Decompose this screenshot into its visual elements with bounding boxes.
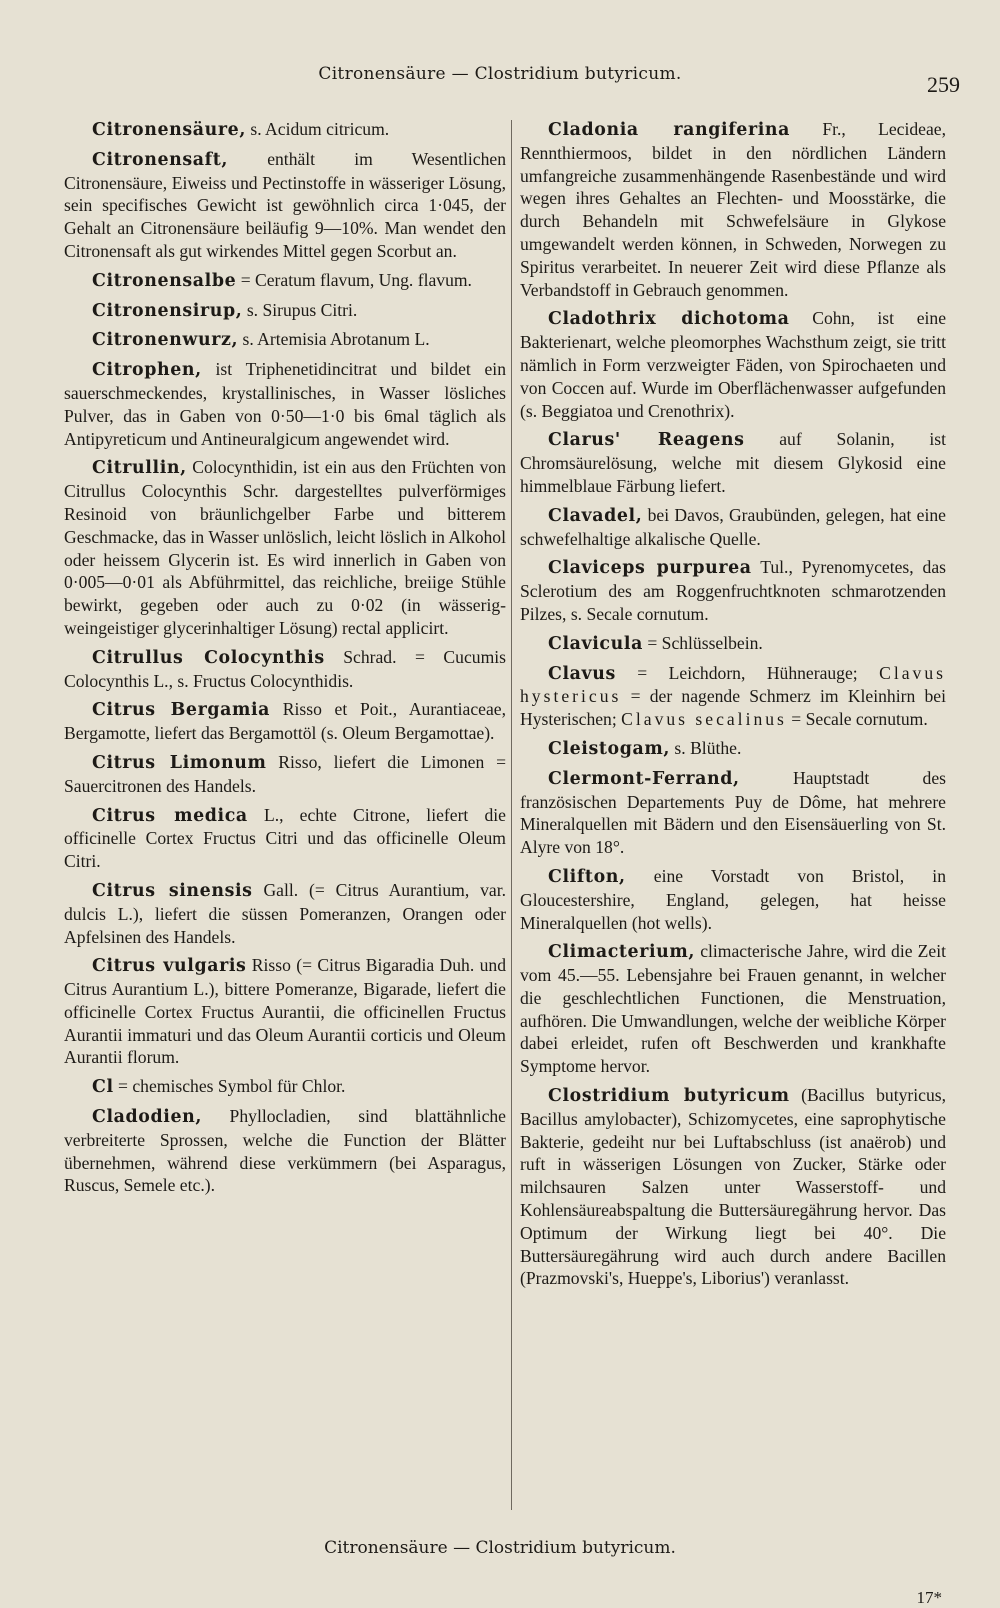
entry [520, 632, 946, 656]
spaced-term: Clavus hystericus [520, 662, 946, 707]
headword: Citrullus Colocynthis [92, 647, 325, 668]
headword: Citronensaft, [92, 149, 229, 170]
entry [520, 504, 946, 551]
column-divider [511, 120, 512, 1510]
entry-text: s. Artemisia Abrotanum L. [238, 329, 430, 350]
headword: Clavadel, [548, 505, 643, 526]
headword: Cladothrix dichotoma [548, 309, 790, 330]
page-number: 259 [927, 72, 960, 97]
headword: Citrus vulgaris [92, 956, 247, 977]
entry [64, 456, 506, 639]
entry-text: Risso et Poit., Aurantiaceae, Bergamotte, liefert das Bergamottöl (s. Oleum Bergamottae). [64, 699, 506, 744]
entry [64, 299, 506, 323]
headword: Citrullin, [92, 458, 187, 479]
entry [64, 328, 506, 352]
entry-text: = Leichdorn, Hühnerauge; [615, 662, 880, 683]
entry-text: Hauptstadt des französischen Departements Puy de Dôme, hat mehrere Mineralquellen mit Bädern und den Eisensäuerling von St. Alyre von 18°. [520, 767, 946, 858]
headword: Clifton, [548, 866, 626, 887]
entry [64, 358, 506, 450]
entry [520, 662, 946, 731]
headword: Clavicula [548, 633, 643, 654]
entry-text: Schrad. = Cucumis Colocynthis L., s. Fructus Colocynthidis. [64, 646, 506, 691]
spaced-term: Clavus secalinus [621, 709, 787, 730]
entry-text: Cohn, ist eine Bakterienart, welche pleomorphes Wachsthum zeigt, sie tritt nämlich in Form verzweigter Fäden, von Spirochaeten und von Coccen auf. Wurde im Oberflächenwasser aufgefunden (s. Beggiatoa und Crenothrix). [520, 308, 946, 421]
headword: Climacterium, [548, 942, 696, 963]
entry-text: = Ceratum flavum, Ung. flavum. [236, 269, 472, 290]
entry-text: s. Blüthe. [670, 737, 742, 758]
entry-text: s. Sirupus Citri. [242, 299, 358, 320]
right-column [520, 118, 946, 1296]
entry [520, 307, 946, 422]
headword: Citrus Limonum [92, 752, 267, 773]
entry-text: Phyllocladien, sind blattähnliche verbreiterte Sprossen, welche die Function der Blätter übernehmen, während diese verkümmern (bei Asparagus, Ruscus, Semele etc.). [64, 1106, 506, 1196]
entry-text: climacterische Jahre, wird die Zeit vom 45.—55. Lebensjahre bei Frauen genannt, in welcher die geschlechtlichen Functionen, die Menstruation, aufhören. Die Umwandlungen, welche der weibliche Körper dabei erleidet, rufen oft Beschwerden und krankhafte Symptome hervor. [520, 941, 946, 1077]
entry [520, 556, 946, 625]
entry [64, 698, 506, 745]
entry [64, 269, 506, 293]
entry-text: Risso (= Citrus Bigaradia Duh. und Citrus Aurantium L.), bittere Pomeranze, Bigarade, liefert die officinelle Cortex Fructus Aurantii, die officinellen Fructus Aurantii immaturi und das Oleum Aurantii corticis und Oleum Aurantii florum. [64, 955, 506, 1068]
left-column [64, 118, 506, 1203]
entry-text: enthält im Wesentlichen Citronensäure, Eiweiss und Pectinstoffe in wässeriger Lösung, sein specifisches Gewicht ist gewöhnlich circa 1·045, der Gehalt an Citronensäure beiläufig 9—10%. Man wendet den Citronensaft als gut wirkendes Mittel gegen Scorbut an. [64, 148, 506, 261]
headword: Cleistogam, [548, 738, 671, 759]
entry-text: (Bacillus butyricus, Bacillus amylobacter), Schizomycetes, eine saprophytische Bakterie, gedeiht nur bei Luftabschluss (ist anaërob) und ruft in wässerigen Lösungen von Zucker, Stärke oder milchsauren Salzen unter Wasserstoff- und Kohlensäureabspaltung die Buttersäuregährung hervor. Das Optimum der Wirkung liegt bei 40°. Die Buttersäuregährung wird auch durch andere Bacillen (Prazmovski's, Hueppe's, Liborius') veranlasst. [520, 1085, 947, 1289]
headword: Citronensäure, [92, 120, 246, 140]
headword: Citronensirup, [92, 300, 243, 321]
entry [64, 954, 506, 1069]
entry-text: s. Acidum citricum. [245, 119, 390, 139]
entry-text: Colocynthidin, ist ein aus den Früchten von Citrullus Colocynthis Schr. dargestelltes pulverförmiges Resinoid von bräunlichgelber Farbe und bitterem Geschmacke, das in Wasser unlöslich, leicht löslich in Alkohol oder heissem Glycerin ist. Es wird innerlich in Gaben von 0·005—0·01 als Abführmittel, das reichliche, breiige Stühle bewirkt, gegeben oder auch zu 0·02 (in wässerig-weingeistiger glycerinhaltiger Lösung) rectal applicirt. [64, 457, 506, 638]
entry-text: Gall. (= Citrus Aurantium, var. dulcis L.), liefert die süssen Pomeranzen, Orangen oder Apfelsinen des Handels. [64, 879, 506, 947]
running-head: Citronensäure — Clostridium butyricum. [318, 64, 682, 84]
headword: Cladodien, [92, 1107, 203, 1128]
entry [64, 148, 506, 263]
entry-text: auf Solanin, ist Chromsäurelösung, welche mit diesem Glykosid eine himmelblaue Färbung liefert. [520, 429, 946, 496]
entry [64, 1075, 506, 1099]
entry-text: bei Davos, Graubünden, gelegen, hat eine schwefelhaltige alkalische Quelle. [520, 504, 946, 549]
entry-text: Fr., Lecideae, Rennthiermoos, bildet in den nördlichen Ländern umfangreiche zusammenhängende Rasenbestände und wird wegen ihres Gehaltes an Flechten- und Moosstärke, die durch Behandeln mit Schwefelsäure in Glykose umgewandelt werden können, in Schweden, Norwegen zu Spiritus verarbeitet. In neuerer Zeit wird diese Pflanze als Verbandstoff in Gebrauch genommen. [520, 119, 946, 300]
signature-mark: 17* [916, 1588, 942, 1607]
headword: Clarus' Reagens [548, 430, 745, 451]
headword: Claviceps purpurea [548, 558, 752, 579]
entry [520, 865, 946, 934]
entry-text: Tul., Pyrenomycetes, das Sclerotium des am Roggenfruchtknoten schmarotzenden Pilzes, s. Secale cornutum. [520, 557, 946, 624]
headword: Citrus medica [92, 805, 248, 826]
headword: Citronensalbe [92, 270, 237, 291]
entry [520, 428, 946, 497]
entry [64, 1105, 506, 1197]
entry-text: = der nagende Schmerz im Kleinhirn bei Hysterischen; [520, 686, 946, 730]
entry [520, 737, 946, 761]
entry-text: = Secale cornutum. [786, 709, 928, 730]
entry-text: L., echte Citrone, liefert die officinelle Cortex Fructus Citri und das officinelle Oleum Citri. [64, 804, 506, 872]
headword: Cladonia rangiferina [548, 120, 791, 140]
entry [520, 1084, 946, 1290]
headword: Citrus sinensis [92, 880, 253, 901]
headword: Clermont-Ferrand, [548, 768, 740, 789]
entry [64, 646, 506, 693]
headword: Citronenwurz, [92, 330, 239, 351]
headword: Cl [92, 1077, 114, 1098]
entry [64, 804, 506, 873]
running-foot: Citronensäure — Clostridium butyricum. [324, 1538, 676, 1558]
entry-text: = chemisches Symbol für Chlor. [113, 1076, 346, 1097]
headword: Citrophen, [92, 360, 202, 381]
entry [64, 879, 506, 948]
entry-text: Risso, liefert die Limonen = Sauercitronen des Handels. [64, 751, 506, 796]
entry [64, 118, 506, 142]
headword: Clostridium butyricum [548, 1086, 790, 1107]
entry-text: = Schlüsselbein. [642, 632, 763, 653]
headword: Citrus Bergamia [92, 700, 271, 721]
entry [64, 751, 506, 798]
entry [520, 767, 946, 859]
entry-text: eine Vorstadt von Bristol, in Gloucestershire, England, gelegen, hat heisse Mineralquellen (hot wells). [520, 865, 946, 933]
entry [520, 940, 946, 1078]
entry [520, 118, 946, 301]
headword: Clavus [548, 663, 616, 684]
entry-text: ist Triphenetidincitrat und bildet ein sauerschmeckendes, krystallinisches, in Wasser lösliches Pulver, das in Gaben von 0·50—1·0 bis 6mal täglich als Antipyreticum und Antineuralgicum angewendet wird. [64, 359, 506, 449]
